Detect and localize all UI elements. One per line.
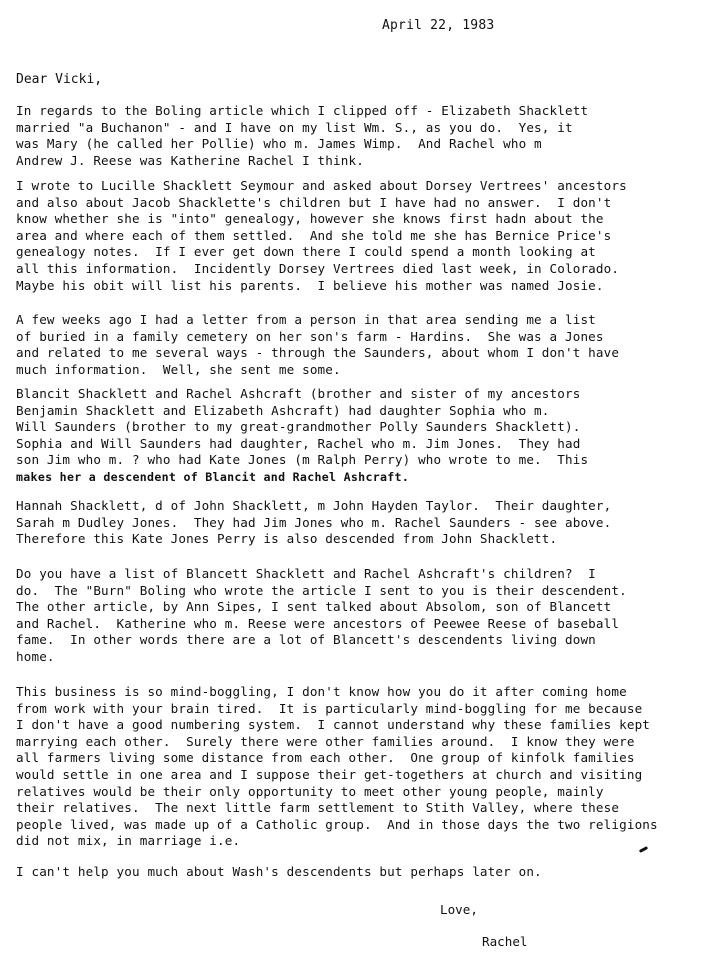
text-line: do. The "Burn" Boling who wrote the article I sent to you is their descendent. [16,582,627,598]
text-line: and related to me several ways - through the Saunders, about whom I don't have [16,345,620,361]
text-line: In regards to the Boling article which I clipped off - Elizabeth Shacklett [16,103,589,118]
text-line: Hannah Shacklett, d of John Shacklett, m John Hayden Taylor. Their daughter, [16,498,612,513]
paragraph [16,498,716,548]
text-line: all this information. Incidently Dorsey Vertrees died last week, in Colorado. [16,260,620,276]
text-line: from work with your brain tired. It is particularly mind-boggling for me because [16,700,643,716]
text-line: Therefore this Kate Jones Perry is also descended from John Shacklett. [16,531,558,547]
paragraph [16,312,716,378]
text-line: Do you have a list of Blancett Shacklett and Rachel Ashcraft's children? I [16,566,596,581]
text-line: their relatives. The next little farm settlement to Stith Valley, where these [16,800,620,816]
text-line: and also about Jacob Shacklette's children but I have had no answer. I don't [16,194,612,210]
text-line: Sarah m Dudley Jones. They had Jim Jones who m. Rachel Saunders - see above. [16,514,612,530]
text-line: This business is so mind-boggling, I don't know how you do it after coming home [16,684,627,699]
text-line: all farmers living some distance from each other. One group of kinfolk families [16,750,635,766]
text-line: Will Saunders (brother to my great-grandmother Polly Saunders Shacklett). [16,419,581,435]
text-line: area and where each of them settled. And she told me she has Bernice Price's [16,227,612,243]
paragraph [16,386,716,486]
text-line: marrying each other. Surely there were other families around. I know they were [16,733,635,749]
text-line: A few weeks ago I had a letter from a person in that area sending me a list [16,312,596,327]
text-line: people lived, was made up of a Catholic group. And in those days the two religions [16,816,658,832]
text-line: much information. Well, she sent me some. [16,361,341,377]
signature: Rachel [482,934,528,949]
paragraph [16,684,716,850]
text-line: and Rachel. Katherine who m. Reese were ancestors of Peewee Reese of baseball [16,615,620,631]
closing: Love, [440,902,478,917]
text-line: would settle in one area and I suppose their get-togethers at church and visiting [16,766,643,782]
paragraph [16,864,716,881]
text-line: Maybe his obit will list his parents. I believe his mother was named Josie. [16,277,604,293]
text-line: makes her a descendent of Blancit and Rachel Ashcraft. [16,469,410,484]
text-line: The other article, by Ann Sipes, I sent talked about Absolom, son of Blancett [16,599,612,615]
text-line: I don't have a good numbering system. I cannot understand why these families kept [16,717,651,733]
text-line: genealogy notes. If I ever get down there I could spend a month looking at [16,244,596,260]
text-line: I can't help you much about Wash's descendents but perhaps later on. [16,864,542,879]
text-line: fame. In other words there are a lot of Blancett's descendents living down [16,632,596,648]
text-line: I wrote to Lucille Shacklett Seymour and asked about Dorsey Vertrees' ancestors [16,178,627,193]
paragraph [16,178,716,294]
text-line: Andrew J. Reese was Katherine Rachel I think. [16,152,364,168]
text-line: relatives would be their only opportunity to meet other young people, mainly [16,783,604,799]
text-line: married "a Buchanon" - and I have on my list Wm. S., as you do. Yes, it [16,119,573,135]
text-line: home. [16,648,55,664]
text-line: did not mix, in marriage i.e. [16,833,241,849]
paragraph [16,103,716,169]
salutation: Dear Vicki, [16,72,103,87]
text-line: was Mary (he called her Pollie) who m. James Wimp. And Rachel who m [16,136,542,152]
text-line: of buried in a family cemetery on her son's farm - Hardins. She was a Jones [16,328,604,344]
text-line: know whether she is "into" genealogy, however she knows first hadn about the [16,211,604,227]
text-line: Blancit Shacklett and Rachel Ashcraft (brother and sister of my ancestors [16,386,581,401]
text-line: Sophia and Will Saunders had daughter, Rachel who m. Jim Jones. They had [16,435,581,451]
text-line: son Jim who m. ? who had Kate Jones (m Ralph Perry) who wrote to me. This [16,452,589,468]
paragraph [16,566,716,666]
letter-date: April 22, 1983 [382,18,495,33]
text-line: Benjamin Shacklett and Elizabeth Ashcraft) had daughter Sophia who m. [16,402,550,418]
